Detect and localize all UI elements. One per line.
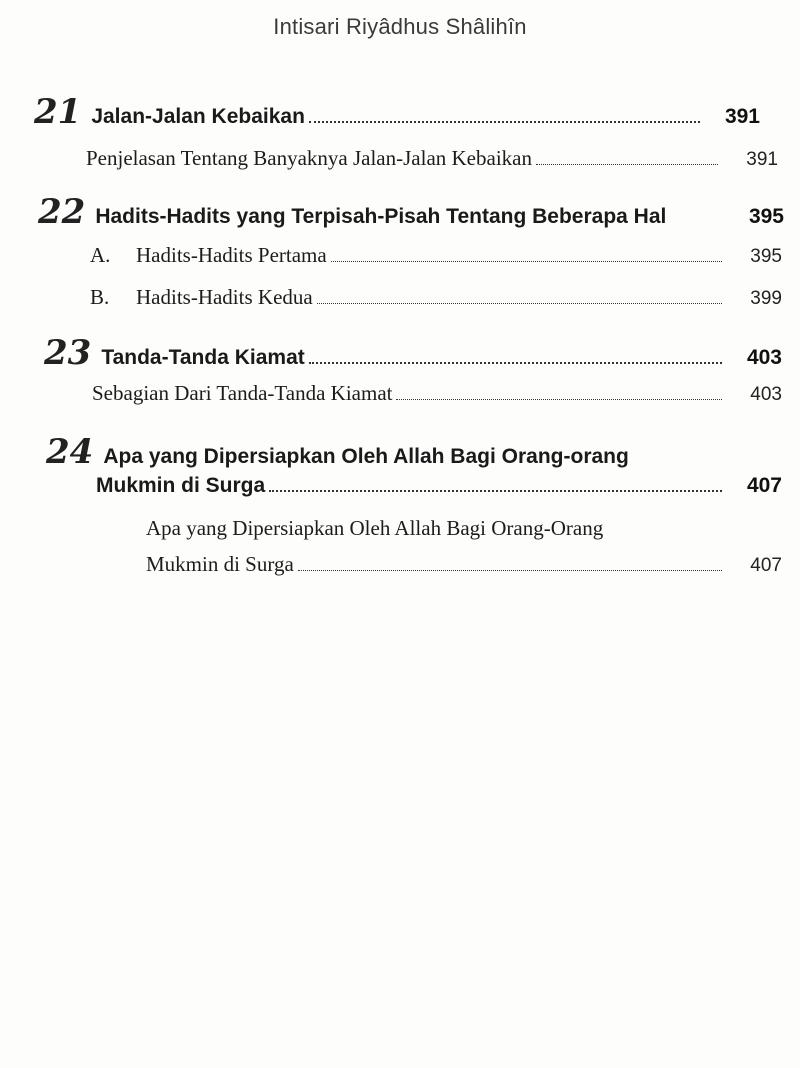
subentry-title: Hadits-Hadits Kedua <box>136 285 313 309</box>
chapter-title-line-2: Mukmin di Surga <box>96 474 266 497</box>
dot-leader <box>396 399 722 400</box>
subentry-page: 399 <box>750 288 782 309</box>
dot-leader <box>536 164 718 165</box>
chapter-title: Tanda-Tanda Kiamat <box>101 346 305 369</box>
chapter-page: 391 <box>724 105 760 128</box>
chapter-title: Jalan-Jalan Kebaikan <box>91 105 305 128</box>
toc-subentry[interactable] <box>90 285 782 310</box>
dot-leader <box>331 261 722 262</box>
toc-subentry[interactable] <box>90 243 782 268</box>
dot-leader <box>269 490 722 492</box>
toc-subentry[interactable] <box>92 381 782 406</box>
subentry-title: Sebagian Dari Tanda-Tanda Kiamat <box>92 381 393 405</box>
chapter-number: 23 <box>44 333 92 373</box>
toc-chapter-24[interactable] <box>46 432 746 472</box>
dot-leader <box>309 121 700 123</box>
dot-leader <box>298 570 722 571</box>
chapter-number: 21 <box>34 92 82 132</box>
chapter-page: 403 <box>746 346 782 369</box>
chapter-title-line-1: Apa yang Dipersiapkan Oleh Allah Bagi Orang-orang <box>103 445 629 468</box>
chapter-number: 24 <box>46 432 94 472</box>
subentry-title: Penjelasan Tentang Banyaknya Jalan-Jalan Kebaikan <box>86 146 532 170</box>
chapter-title: Hadits-Hadits yang Terpisah-Pisah Tentang Beberapa Hal <box>95 205 667 228</box>
toc-chapter-23[interactable] <box>44 333 782 373</box>
chapter-page: 395 <box>748 205 784 228</box>
chapter-page: 407 <box>746 474 782 497</box>
toc-chapter-21[interactable] <box>34 92 760 132</box>
chapter-number: 22 <box>38 192 86 232</box>
subentry-title-line-1: Apa yang Dipersiapkan Oleh Allah Bagi Orang-Orang <box>146 516 604 540</box>
toc-subentry[interactable] <box>146 552 782 577</box>
dot-leader <box>317 303 722 304</box>
subentry-page: 403 <box>750 384 782 405</box>
subentry-letter: B. <box>90 285 110 309</box>
subentry-title: Hadits-Hadits Pertama <box>136 243 327 267</box>
toc-chapter-22[interactable] <box>38 192 784 232</box>
subentry-page: 391 <box>746 149 778 170</box>
toc-chapter-24-continued[interactable] <box>96 474 782 498</box>
toc-subentry[interactable] <box>86 146 778 171</box>
subentry-title-line-2: Mukmin di Surga <box>146 552 294 576</box>
subentry-page: 407 <box>750 555 782 576</box>
subentry-letter: A. <box>90 243 111 267</box>
dot-leader <box>309 362 722 364</box>
running-header: Intisari Riyâdhus Shâlihîn <box>273 14 527 39</box>
subentry-page: 395 <box>750 246 782 267</box>
